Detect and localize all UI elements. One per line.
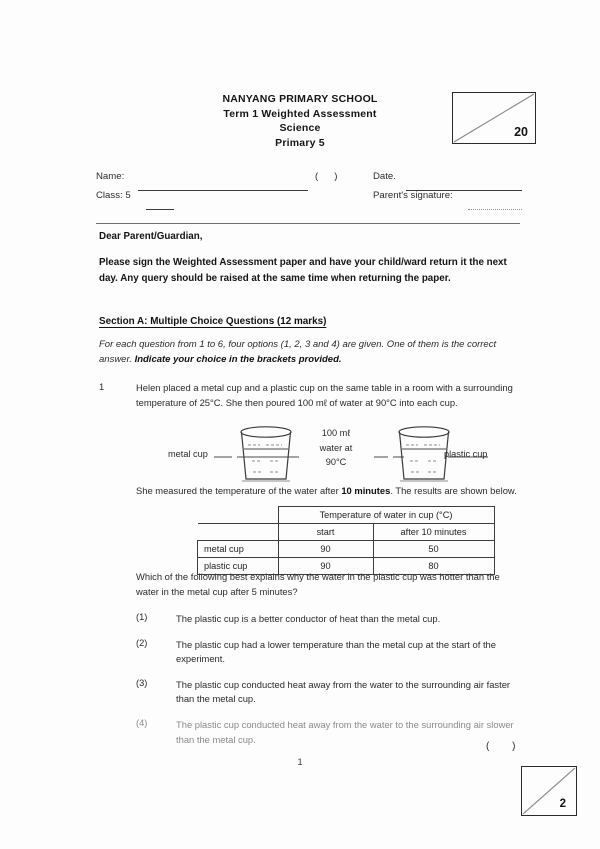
diagonal-slash-icon: [522, 767, 576, 815]
class-label: Class: 5: [96, 190, 131, 201]
water-volume-label: [299, 426, 373, 470]
option-1-number: (1): [136, 612, 148, 622]
parent-signature-input[interactable]: [468, 199, 522, 210]
page-number: 1: [297, 757, 303, 767]
water-temperature-line: 90°C: [325, 457, 347, 467]
date-label: Date.: [373, 171, 396, 182]
page-marks-box: [521, 766, 577, 816]
measurement-pre: She measured the temperature of the water after: [136, 485, 342, 496]
class-row: [96, 190, 520, 208]
table-header-row: [198, 507, 495, 524]
option-2[interactable]: [136, 638, 520, 667]
question-1-number: 1: [99, 381, 105, 392]
option-3-number: (3): [136, 677, 148, 688]
option-2-number: (2): [136, 637, 148, 648]
option-1[interactable]: [136, 612, 520, 627]
table-span-header: Temperature of water in cup (°C): [278, 507, 494, 524]
metal-cup-start-value: 90: [278, 541, 373, 558]
particulars-block: [96, 171, 520, 208]
section-a-heading: Section A: Multiple Choice Questions (12 marks): [99, 316, 327, 327]
page-marks-value: 2: [559, 798, 566, 810]
metal-cup-label: metal cup: [168, 449, 208, 459]
question-1-measurement-text: [136, 484, 518, 499]
table-row: [198, 541, 495, 558]
measurement-duration: 10 minutes: [341, 485, 391, 496]
section-a-instructions: [99, 338, 517, 367]
water-volume-line: 100 mℓ: [321, 428, 351, 438]
option-4-number: (4): [136, 717, 148, 728]
option-3-text: The plastic cup conducted heat away from the water to the surrounding air faster than the metal cup.: [176, 678, 511, 705]
parent-letter: [99, 231, 519, 286]
plastic-cup-start-value: 90: [278, 558, 373, 575]
table-corner-cell: [198, 507, 279, 524]
metal-cup-after-value: 50: [373, 541, 494, 558]
name-row: [96, 171, 520, 190]
instruction-bold: Indicate your choice in the brackets provided.: [134, 353, 342, 365]
metal-cup-icon: [241, 427, 291, 481]
plastic-cup-label: plastic cup: [444, 449, 488, 459]
row-label-metal-cup: metal cup: [198, 541, 279, 558]
name-label: Name:: [96, 171, 125, 182]
option-2-text: The plastic cup had a lower temperature than the metal cup at the start of the experiment.: [176, 638, 496, 665]
letter-salutation: Dear Parent/Guardian,: [99, 231, 203, 242]
letter-body: Please sign the Weighted Assessment paper and have your child/ward return it the next day. Any query should be raised at the same time when returning the paper.: [99, 257, 507, 284]
results-table: [197, 506, 495, 575]
option-4-text: The plastic cup conducted heat away from the water to the surrounding air slower than the metal cup.: [176, 718, 514, 745]
table-subheader-row: [198, 524, 495, 541]
level-title: Primary 5: [275, 136, 325, 149]
question-1-answer-bracket[interactable]: ( ): [486, 741, 526, 752]
question-1-prompt: Which of the following best explains why the water in the plastic cup was hotter than the water in the metal cup after 5 minutes?: [136, 571, 500, 597]
assessment-title: Term 1 Weighted Assessment: [223, 107, 377, 120]
plastic-cup-icon: [399, 427, 449, 481]
water-at-line: water at: [319, 442, 353, 453]
table-corner-cell-2: [198, 524, 279, 541]
table-col-start: start: [278, 524, 373, 541]
cup-experiment-diagram: [136, 424, 518, 486]
instruction-plain: For each question from 1 to 6, four options (1, 2, 3 and 4) are given. One of them is the correct answer.: [99, 339, 497, 365]
table-col-after: after 10 minutes: [373, 524, 494, 541]
measurement-post: . The results are shown below.: [390, 485, 517, 496]
plastic-cup-after-value: 80: [373, 558, 494, 575]
question-1-options: [136, 612, 520, 758]
subject-title: Science: [279, 122, 321, 134]
total-marks-value: 20: [514, 125, 528, 139]
option-4[interactable]: [136, 718, 520, 747]
parent-signature-label: Parent's signature:: [373, 190, 453, 201]
row-label-plastic-cup: plastic cup: [198, 558, 279, 575]
option-1-text: The plastic cup is a better conductor of heat than the metal cup.: [176, 613, 441, 624]
class-input[interactable]: [146, 199, 174, 210]
index-number-field[interactable]: ( ): [315, 171, 340, 182]
option-3[interactable]: [136, 678, 520, 707]
header-divider: [96, 223, 520, 224]
question-1-stem: Helen placed a metal cup and a plastic cup on the same table in a room with a surrounding temperature of 25°C. She then poured 100 mℓ of water at 90°C into each cup.: [136, 382, 513, 408]
total-marks-box: [452, 92, 536, 144]
school-name: NANYANG PRIMARY SCHOOL: [222, 93, 378, 105]
